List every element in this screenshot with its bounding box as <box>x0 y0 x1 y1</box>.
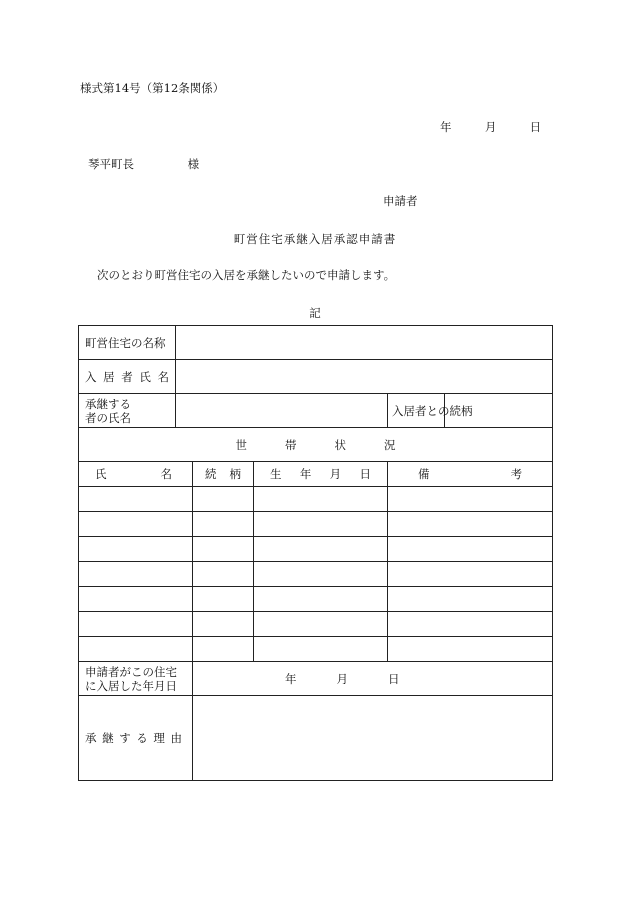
succession-reason-label: 承 継 す る 理 由 <box>79 696 193 781</box>
addressee-honorific: 様 <box>187 157 200 171</box>
household-relation-cell[interactable] <box>193 587 254 612</box>
household-relation-cell[interactable] <box>193 487 254 512</box>
household-remarks-cell[interactable] <box>388 562 553 587</box>
relationship-label: 入居者との続柄 <box>388 394 445 428</box>
successor-name-field[interactable] <box>176 394 388 428</box>
household-remarks-cell[interactable] <box>388 537 553 562</box>
document-title: 町営住宅承継入居承認申請書 <box>233 232 397 246</box>
table-row <box>79 612 553 637</box>
move-in-month: 月 <box>336 671 348 686</box>
move-in-year: 年 <box>285 671 297 686</box>
household-remarks-cell[interactable] <box>388 612 553 637</box>
col-header-remarks: 備 考 <box>388 462 553 487</box>
applicant-label: 申請者 <box>383 194 418 208</box>
household-remarks-cell[interactable] <box>388 637 553 662</box>
household-relation-cell[interactable] <box>193 637 254 662</box>
col-header-birthdate: 生 年 月 日 <box>254 462 388 487</box>
household-name-cell[interactable] <box>79 587 193 612</box>
household-relation-cell[interactable] <box>193 537 254 562</box>
move-in-day: 日 <box>388 671 400 686</box>
household-relation-cell[interactable] <box>193 612 254 637</box>
household-birthdate-cell[interactable] <box>254 537 388 562</box>
household-name-cell[interactable] <box>79 637 193 662</box>
household-name-cell[interactable] <box>79 487 193 512</box>
household-remarks-cell[interactable] <box>388 487 553 512</box>
household-name-cell[interactable] <box>79 512 193 537</box>
date-year: 年 <box>440 120 452 134</box>
household-name-cell[interactable] <box>79 537 193 562</box>
table-row <box>79 637 553 662</box>
household-name-cell[interactable] <box>79 612 193 637</box>
col-header-relation: 続 柄 <box>193 462 254 487</box>
resident-name-field[interactable] <box>176 360 553 394</box>
table-row <box>79 487 553 512</box>
household-birthdate-cell[interactable] <box>254 562 388 587</box>
table-row <box>79 512 553 537</box>
succession-reason-field[interactable] <box>193 696 553 781</box>
household-relation-cell[interactable] <box>193 562 254 587</box>
household-name-cell[interactable] <box>79 562 193 587</box>
table-row <box>79 587 553 612</box>
intro-text: 次のとおり町営住宅の入居を承継したいので申請します。 <box>97 268 396 282</box>
move-in-date-field[interactable] <box>193 662 553 696</box>
form-number-label: 様式第14号（第12条関係） <box>80 81 225 95</box>
household-remarks-cell[interactable] <box>388 512 553 537</box>
housing-name-field[interactable] <box>176 326 553 360</box>
ki-heading: 記 <box>309 306 321 320</box>
successor-name-label: 承継する 者の氏名 <box>79 394 176 428</box>
household-birthdate-cell[interactable] <box>254 587 388 612</box>
table-row <box>79 562 553 587</box>
application-table <box>78 325 553 781</box>
date-line <box>440 119 541 135</box>
move-in-date-label: 申請者がこの住宅 に入居した年月日 <box>79 662 193 696</box>
addressee-name: 琴平町長 <box>88 157 134 171</box>
date-month: 月 <box>484 120 497 134</box>
household-section-title: 世 帯 状 況 <box>79 428 553 462</box>
table-row <box>79 537 553 562</box>
col-header-name: 氏 名 <box>79 462 193 487</box>
household-birthdate-cell[interactable] <box>254 637 388 662</box>
resident-name-label: 入 居 者 氏 名 <box>79 360 176 394</box>
addressee <box>88 156 199 172</box>
household-remarks-cell[interactable] <box>388 587 553 612</box>
household-birthdate-cell[interactable] <box>254 487 388 512</box>
housing-name-label: 町営住宅の名称 <box>79 326 176 360</box>
household-birthdate-cell[interactable] <box>254 612 388 637</box>
household-birthdate-cell[interactable] <box>254 512 388 537</box>
date-day: 日 <box>529 120 542 134</box>
household-relation-cell[interactable] <box>193 512 254 537</box>
